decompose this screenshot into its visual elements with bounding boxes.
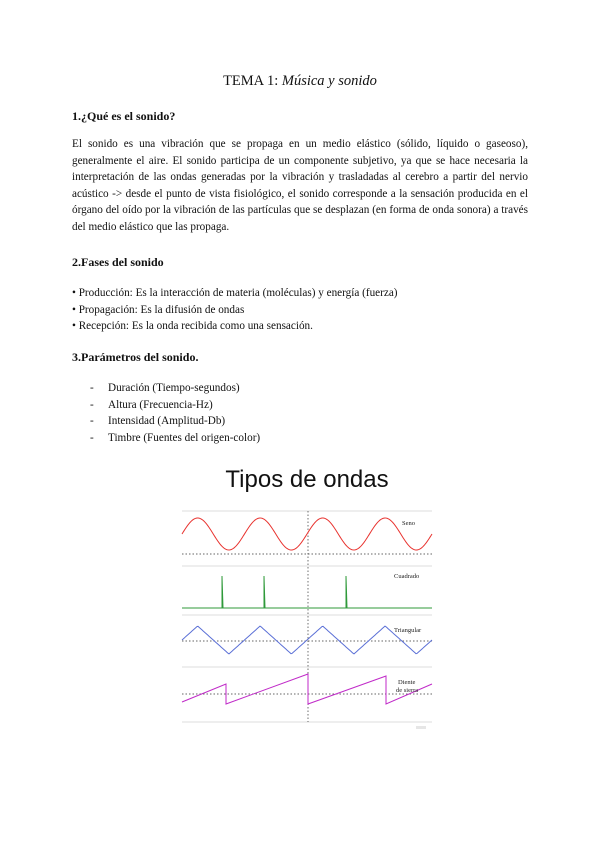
list-item xyxy=(90,413,260,430)
figure-title: Tipos de ondas xyxy=(225,466,389,493)
title-prefix: TEMA 1: xyxy=(223,73,282,89)
section3-heading: 3.Parámetros del sonido. xyxy=(72,350,199,364)
parameters-list xyxy=(90,380,260,446)
page-title xyxy=(0,73,600,90)
dash-bullet: - xyxy=(90,415,94,428)
label-square: Cuadrado xyxy=(394,573,420,580)
label-sawtooth-1: Diente xyxy=(398,679,416,686)
list-item: • Propagación: Es la difusión de ondas xyxy=(72,303,245,316)
label-triangle: Triangular xyxy=(394,627,422,634)
list-item-text: Intensidad (Amplitud-Db) xyxy=(108,415,226,428)
dash-bullet: - xyxy=(90,382,94,394)
section1-paragraph: El sonido es una vibración que se propaga en un medio elástico (sólido, líquido o gaseoso), generalmente el aire. El sonido participa de un componente subjetivo, ya que se hace necesaria la interpretación de las ondas generadas por la vibración y trasladadas al cerebro a partir del nervio acústico -> desde el punto de vista fisiológico, el sonido corresponde a la sensación producida en el órgano del oído por la vibración de las partículas que se desplazan (en forma de onda sonora) a través del medio elástico que las propaga. xyxy=(72,138,528,233)
dash-bullet: - xyxy=(90,398,94,411)
waveform-figure xyxy=(176,462,438,734)
sine-wave xyxy=(182,518,432,550)
label-sine: Seno xyxy=(402,520,415,527)
list-item: • Producción: Es la interacción de materia (moléculas) y energía (fuerza) xyxy=(72,287,398,299)
list-item: • Recepción: Es la onda recibida como una sensación. xyxy=(72,320,313,333)
phases-list xyxy=(72,285,398,335)
title-italic: Música y sonido xyxy=(281,73,377,89)
list-item-text: Duración (Tiempo-segundos) xyxy=(108,382,240,394)
list-item xyxy=(90,430,260,447)
sawtooth-wave xyxy=(182,674,432,704)
label-sawtooth-2: de sierra xyxy=(396,687,419,694)
section2-heading: 2.Fases del sonido xyxy=(72,255,164,269)
dash-bullet: - xyxy=(90,431,94,444)
list-item xyxy=(90,397,260,414)
list-item-text: Timbre (Fuentes del origen-color) xyxy=(108,431,261,444)
figure-watermark xyxy=(416,726,426,729)
square-wave xyxy=(182,576,432,608)
section1-heading: 1.¿Qué es el sonido? xyxy=(72,109,176,123)
list-item xyxy=(90,380,260,397)
list-item-text: Altura (Frecuencia-Hz) xyxy=(108,398,213,411)
